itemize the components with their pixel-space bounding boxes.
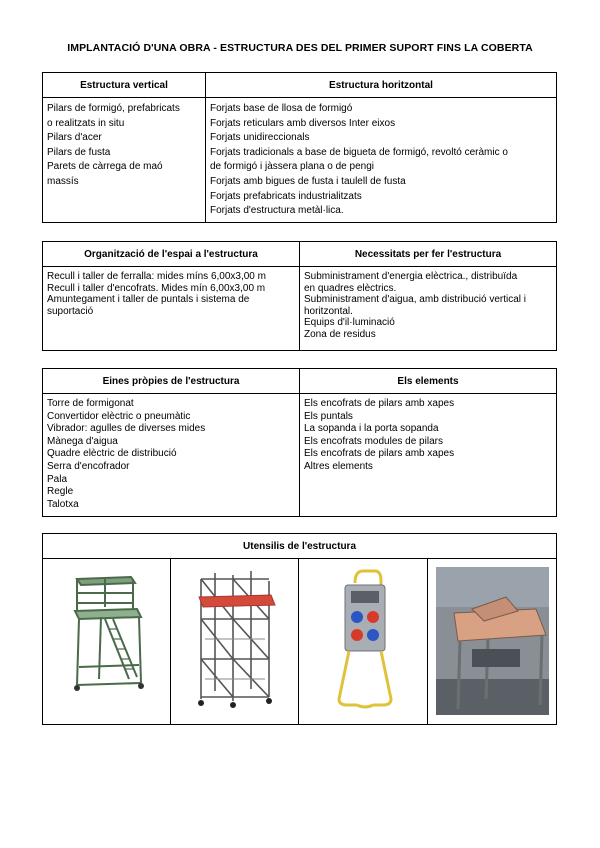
list-item: Zona de residus	[304, 328, 376, 340]
list-item: Forjats d'estructura metàl·lica.	[210, 205, 344, 217]
list-item: suportació	[47, 305, 94, 317]
scaffolding-tower-image	[171, 559, 299, 724]
list-item: Pala	[47, 473, 68, 485]
structure-needs-cell	[300, 267, 557, 351]
list-item: Parets de càrrega de maó	[47, 161, 163, 173]
header-space-organization: Organització de l'espai a l'estructura	[43, 242, 300, 267]
list-item: Recull i taller de ferralla: mides míns 6,00x3,00 m	[47, 271, 266, 282]
horizontal-structure-cell	[206, 98, 557, 223]
header-tools: Eines pròpies de l'estructura	[43, 369, 300, 394]
header-horizontal-structure: Estructura horitzontal	[206, 73, 557, 98]
list-item: Els encofrats modules de pilars	[304, 435, 443, 447]
elements-cell	[300, 394, 557, 517]
header-vertical-structure: Estructura vertical	[43, 73, 206, 98]
list-item: Vibrador: agulles de diverses mides	[47, 423, 206, 435]
list-item: Forjats amb bigues de fusta i taulell de fusta	[210, 175, 406, 187]
list-item: Talotxa	[47, 498, 79, 510]
image-cell	[43, 559, 171, 725]
structure-table	[42, 72, 557, 223]
list-item: Equips d'il·luminació	[304, 317, 395, 329]
list-item: Forjats tradicionals a base de bigueta de formigó, revoltó ceràmic o	[210, 146, 508, 158]
list-item: Serra d'encofrador	[47, 460, 130, 472]
page-title: IMPLANTACIÓ D'UNA OBRA - ESTRUCTURA DES DEL PRIMER SUPORT FINS LA COBERTA	[67, 42, 533, 54]
list-item: Els encofrats de pilars amb xapes	[304, 398, 455, 409]
list-item: horitzontal.	[304, 305, 353, 317]
list-item: Forjats unidireccionals	[210, 132, 310, 144]
list-item: Pilars d'acer	[47, 132, 102, 144]
space-organization-cell	[43, 267, 300, 351]
concrete-pouring-tower-image	[43, 559, 171, 724]
list-item: Subministrament d'energia elèctrica., distribuïda	[304, 271, 518, 282]
list-item: Forjats base de llosa de formigó	[210, 103, 353, 114]
list-item: La sopanda i la porta sopanda	[304, 423, 439, 435]
list-item: Altres elements	[304, 460, 373, 472]
image-cell	[299, 559, 428, 725]
list-item: Torre de formigonat	[47, 398, 134, 409]
list-item: Els encofrats de pilars amb xapes	[304, 448, 455, 460]
list-item: de formigó i jàssera plana o de pengi	[210, 161, 374, 173]
list-item: Pilars de fusta	[47, 146, 111, 158]
electrical-panel-image	[299, 559, 428, 724]
header-structure-needs: Necessitats per fer l'estructura	[300, 242, 557, 267]
list-item: Convertidor elèctric o pneumàtic	[47, 410, 191, 422]
list-item: Forjats prefabricats industrialitzats	[210, 190, 362, 202]
formwork-saw-image	[428, 559, 557, 724]
list-item: en quadres elèctrics.	[304, 282, 397, 294]
tools-cell	[43, 394, 300, 517]
image-cell	[171, 559, 299, 725]
header-utensils: Utensilis de l'estructura	[43, 534, 557, 559]
list-item: massís	[47, 175, 79, 187]
list-item: Pilars de formigó, prefabricats	[47, 103, 180, 114]
list-item: Forjats reticulars amb diversos Inter eixos	[210, 117, 396, 129]
list-item: o realitzats in situ	[47, 117, 125, 129]
list-item: Subministrament d'aigua, amb distribució vertical i	[304, 294, 527, 306]
utensils-table	[42, 533, 557, 725]
list-item: Mànega d'aigua	[47, 435, 118, 447]
list-item: Regle	[47, 486, 74, 498]
space-needs-table	[42, 241, 557, 351]
vertical-structure-cell	[43, 98, 206, 223]
header-elements: Els elements	[300, 369, 557, 394]
list-item: Recull i taller d'encofrats. Mides mín 6,00x3,00 m	[47, 282, 266, 294]
list-item: Amuntegament i taller de puntals i sistema de	[47, 294, 250, 306]
image-cell	[428, 559, 557, 725]
list-item: Els puntals	[304, 410, 353, 422]
list-item: Quadre elèctric de distribució	[47, 448, 177, 460]
tools-elements-table	[42, 368, 557, 517]
